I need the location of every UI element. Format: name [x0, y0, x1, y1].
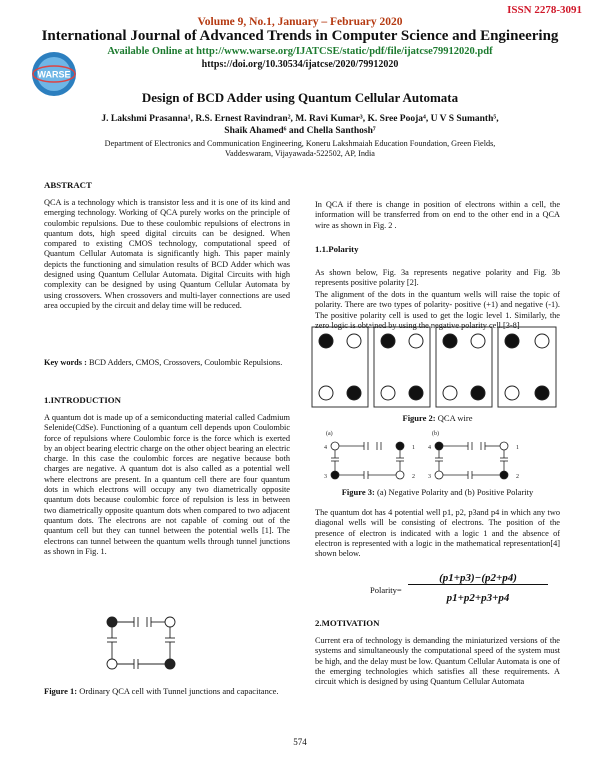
- fig3-label: Figure 3:: [341, 487, 375, 497]
- affiliation: [60, 139, 540, 159]
- issn: ISSN 2278-3091: [507, 4, 582, 16]
- figure-2-caption: [315, 413, 560, 423]
- figure-1-caption: [44, 686, 290, 696]
- right-para-2b: The alignment of the dots in the quantum wells will raise the topic of polarity. There are two types of polarity- positive (+1) and negative (-1). The positive polarity cell is used to get the logic level 1. Similarly, the zero logic is obtained by using the negative polarity cell.[3-8]: [315, 290, 560, 330]
- fig3b-dot-1: [500, 442, 508, 450]
- fig3-a-label: (a): [326, 431, 333, 437]
- motivation-text: Current era of technology is demanding the miniaturized versions of the systems and simultaneously the computational speed of the system must be high, and the delay must be low. Quantum Cellular Automata is one of the emerging technologies which satisfies all these requirements. A circuit which is designed by using Quantum Cellular Automata: [315, 636, 560, 687]
- fig2-label: Figure 2:: [402, 413, 436, 423]
- polarity-label: Polarity=: [370, 585, 402, 595]
- keywords: [44, 358, 290, 368]
- polarity-heading: 1.1.Polarity: [315, 244, 359, 254]
- available-link[interactable]: Available Online at http://www.warse.org/IJATCSE/static/pdf/file/ijatcse79912020.pdf: [107, 46, 493, 57]
- fig3-num-a3: 3: [324, 474, 327, 480]
- fig3-num-a4: 4: [324, 445, 327, 451]
- abstract-heading: ABSTRACT: [44, 180, 92, 190]
- fig2-caption-text: QCA wire: [435, 413, 473, 423]
- journal-title: International Journal of Advanced Trends in Computer Science and Engineering: [41, 28, 559, 44]
- polarity-formula: [370, 570, 560, 610]
- fig3-num-a1: 1: [412, 445, 415, 451]
- authors: [90, 113, 510, 137]
- right-para-3: The quantum dot has 4 potential well p1, p2, p3and p4 in which any two diagonal wells will be consisting of electrons. The position of the presence of electron is indicated with a logic 1 and the absence of electron is represented with a logic in the mathematical representation[4] shown below.: [315, 508, 560, 559]
- abstract-text: QCA is a technology which is transistor less and it is one of its kind and emerging technology. Working of QCA purely works on the principle of coulombic repulsions. Due to these coulombic repulsions of electrons in quantum dots, high speed digital circuits can be designed. When compared to existing CMOS technology, computational speed of Quantum Cellular Automata is significantly high. This paper mainly depicts the functioning and simulation results of BCD Adder which was designed using Quantum Cellular Automata. Digital Circuits with high complexity can be designed by using Quantum Cellular Automata by using crossovers. When crossovers and multi-layer connections are used area occupied by the circuit and delay time will be reduced.: [44, 198, 290, 310]
- right-para-2a: As shown below, Fig. 3a represents negative polarity and Fig. 3b represents positive polarity [2].: [315, 268, 560, 288]
- keywords-text: BCD Adders, CMOS, Crossovers, Coulombic Repulsions.: [86, 358, 283, 367]
- fig3b-dot-4: [435, 442, 443, 450]
- fig3a-dot-4: [331, 442, 339, 450]
- figure-2-qca-wire: [310, 325, 558, 409]
- fig3-num-b4: 4: [428, 445, 431, 451]
- fig3b-dot-3: [435, 471, 443, 479]
- fig3a-dot-1: [396, 442, 404, 450]
- fig1-dot-tr: [165, 617, 175, 627]
- intro-heading: 1.INTRODUCTION: [44, 395, 121, 405]
- intro-text: A quantum dot is made up of a semiconducting material called Cadmium Selenide(CdSe). Functioning of a quantum cell depends upon Coulombic force of repulsions where Coulombic force is the force which is exerted by an object bearing electric charge on the other object bearing an electric charge. In this case the coulombic forces are negative because both charges are negative. A quantum dot is also called as a potential well where electrons are present. In a quantum cell there are four quantum dots in which electrons will occupy any two diametrically opposite quantum dots because coulombic force of repulsion is less in between two diametrically opposite quantum dots when compared to two adjacent quantum dots. The electrons are not capable of coming out of the quantum cell but they can tunnel between the potential wells [1]. The electrons can tunnel between the quantum wells through tunnel junctions as shown in Fig. 1.: [44, 413, 290, 556]
- motivation-heading: 2.MOTIVATION: [315, 618, 380, 628]
- fig3-caption-text: (a) Negative Polarity and (b) Positive Polarity: [374, 487, 534, 497]
- fig3-num-b2: 2: [516, 474, 519, 480]
- fig3-num-b3: 3: [428, 474, 431, 480]
- right-para-1: In QCA if there is change in position of electrons within a cell, the information will be transferred from on end to the other end in a QCA wire as shown in Fig. 2 .: [315, 200, 560, 230]
- fig1-caption-text: Ordinary QCA cell with Tunnel junctions and capacitance.: [77, 686, 279, 696]
- figure-3-polarity: [320, 427, 555, 482]
- fig3-b-label: (b): [432, 431, 439, 437]
- authors-line-2: Shaik Ahamed⁶ and Chella Santhosh⁷: [224, 126, 376, 136]
- fig1-dot-tl: [107, 617, 117, 627]
- fig1-dot-bl: [107, 659, 117, 669]
- fig3-num-a2: 2: [412, 474, 415, 480]
- formula-denominator: p1+p2+p3+p4: [446, 592, 510, 604]
- formula-numerator: (p1+p3)−(p2+p4): [408, 572, 548, 585]
- figure-1-qca-cell: [100, 612, 200, 674]
- fig3-num-b1: 1: [516, 445, 519, 451]
- authors-line-1: J. Lakshmi Prasanna¹, R.S. Ernest Ravindran², M. Ravi Kumar³, K. Sree Pooja⁴, U V S Sumanth⁵,: [101, 114, 499, 124]
- fig1-dot-br: [165, 659, 175, 669]
- fig3b-dot-2: [500, 471, 508, 479]
- fig3a-dot-2: [396, 471, 404, 479]
- fig3a-dot-3: [331, 471, 339, 479]
- figure-3-caption: [315, 487, 560, 497]
- affil-line-1: Department of Electronics and Communication Engineering, Koneru Lakshmaiah Education Foundation, Green Fields,: [104, 139, 496, 148]
- fig1-label: Figure 1:: [44, 686, 78, 696]
- logo-text: WARSE: [37, 69, 71, 80]
- doi-link[interactable]: https://doi.org/10.30534/ijatcse/2020/79912020: [201, 59, 399, 70]
- paper-title: Design of BCD Adder using Quantum Cellular Automata: [141, 90, 459, 105]
- keywords-label: Key words :: [44, 358, 87, 367]
- volume-line: Volume 9, No.1, January – February 2020: [197, 16, 403, 28]
- affil-line-2: Vaddeswaram, Vijayawada-522502, AP, India: [225, 149, 375, 158]
- page-number: 574: [293, 737, 307, 747]
